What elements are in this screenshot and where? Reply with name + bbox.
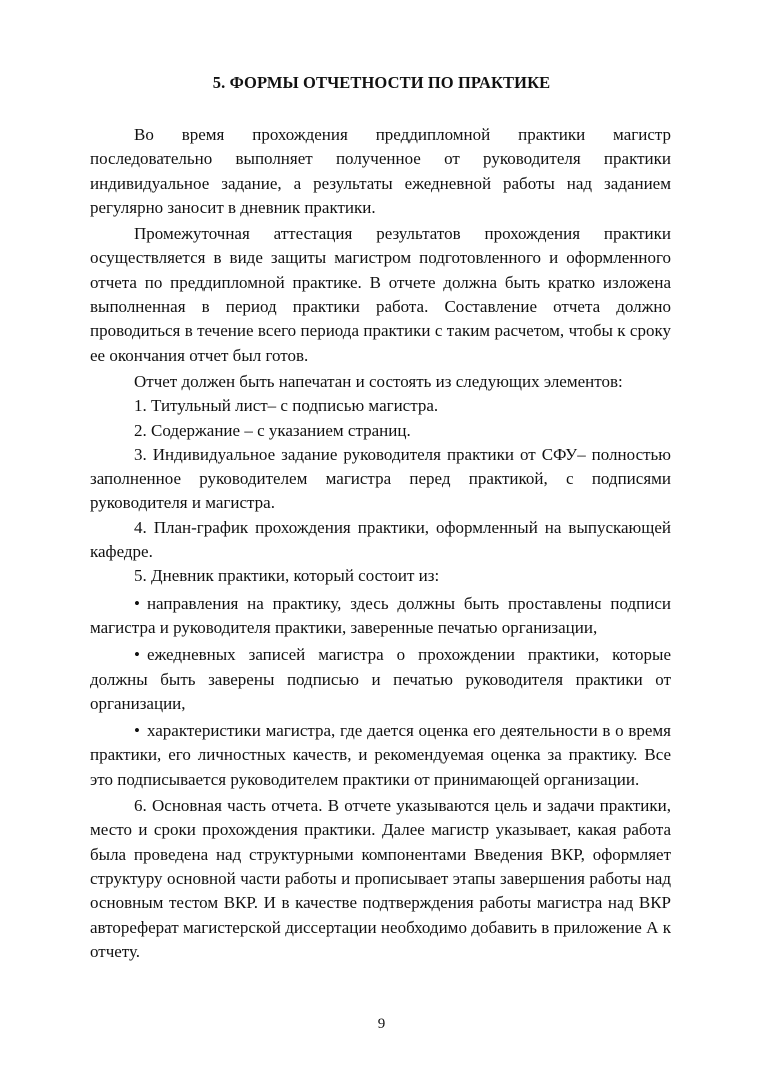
list-item-individual-task: 3. Индивидуальное задание руководителя практики от СФУ– полностью заполненное руководителем магистра перед практикой, с подписями руководителя и магистра. — [90, 444, 671, 513]
list-item-contents: 2. Содержание – с указанием страниц. — [134, 420, 411, 440]
page-number: 9 — [377, 1016, 386, 1032]
section-title: 5. ФОРМЫ ОТЧЕТНОСТИ ПО ПРАКТИКЕ — [212, 73, 551, 92]
body-text — [90, 123, 671, 964]
paragraph-attestation: Промежуточная аттестация результатов прохождения практики осуществляется в виде защиты магистром подготовленного и оформленного отчета по преддипломной практике. В отчете должна быть кратко изложена выполненная в период практики работа. Составление отчета должно проводиться в течение всего периода практики с таким расчетом, чтобы к сроку ее окончания отчет был готов. — [90, 224, 671, 365]
list-item-schedule: 4. План-график прохождения практики, оформленный на выпускающей кафедре. — [90, 517, 671, 562]
bullet-icon: • — [134, 593, 140, 613]
bullet-item-characteristics — [90, 716, 671, 792]
list-item-diary: 5. Дневник практики, который состоит из: — [134, 566, 440, 586]
bullet-text: характеристики магистра, где дается оценка его деятельности в о время практики, его личностных качеств, и рекомендуемая оценка за практику. Все это подписывается руководителем практики от принимающей организации. — [90, 721, 671, 789]
bullet-item-daily-records — [90, 640, 671, 716]
bullet-icon: • — [134, 721, 140, 741]
bullet-item-direction — [90, 589, 671, 641]
list-item-title-page: 1. Титульный лист– с подписью магистра. — [134, 396, 439, 416]
bullet-icon: • — [134, 645, 140, 665]
paragraph-report-elements: Отчет должен быть напечатан и состоять из следующих элементов: — [134, 371, 623, 391]
bullet-text: направления на практику, здесь должны быть проставлены подписи магистра и руководителя практики, заверенные печатью организации, — [90, 593, 671, 637]
list-item-main-part: 6. Основная часть отчета. В отчете указываются цель и задачи практики, место и сроки прохождения практики. Далее магистр указывает, какая работа была проведена над структурными компонентами Введения ВКР, оформляет структуру основной части работы и прописывает этапы завершения работы над основным тестом ВКР. И в качестве подтверждения работы магистра над ВКР автореферат магистерской диссертации необходимо добавить в приложение А к отчету. — [90, 796, 671, 961]
paragraph-intro: Во время прохождения преддипломной практики магистр последовательно выполняет полученное от руководителя практики индивидуальное задание, а результаты ежедневной работы над заданием регулярно заносит в дневник практики. — [90, 125, 671, 217]
bullet-text: ежедневных записей магистра о прохождении практики, которые должны быть заверены подписью и печатью руководителя практики от организации, — [90, 645, 671, 713]
